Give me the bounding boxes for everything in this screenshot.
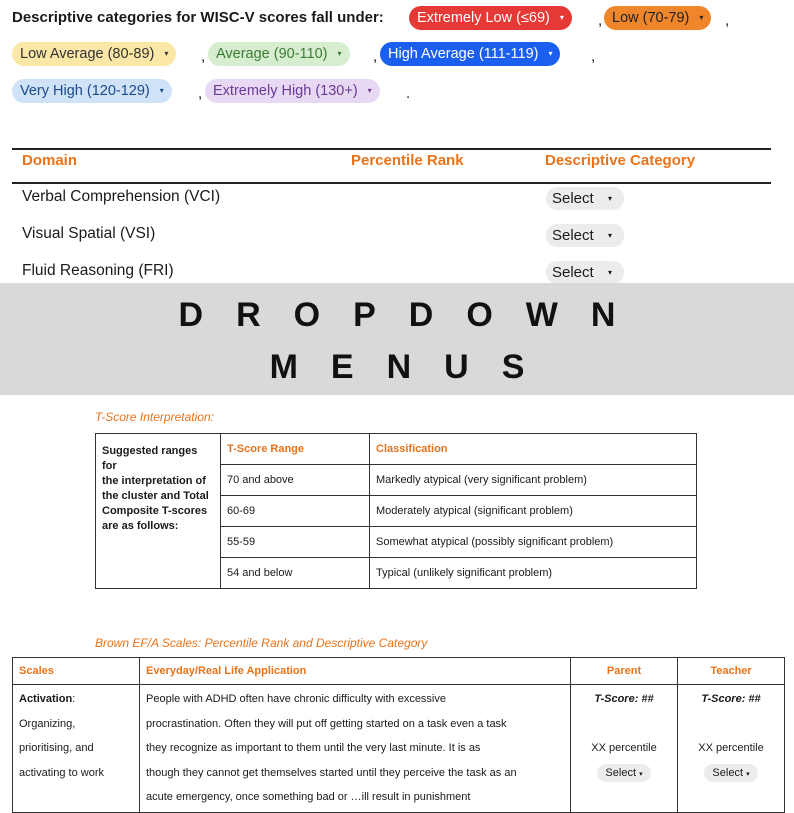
scale-name (19, 687, 133, 712)
teacher-tscore: T-Score: ## (701, 693, 761, 705)
banner-title-line1: DROPDOWN (178, 296, 649, 334)
caret-down-icon: ▾ (639, 770, 643, 778)
header-percentile-rank: Percentile Rank (351, 152, 464, 169)
comma: , (591, 48, 596, 65)
header-descriptive-category: Descriptive Category (545, 152, 696, 169)
header-teacher: Teacher (678, 658, 785, 685)
chip-label: Low Average (80-89) (20, 46, 155, 62)
select-dropdown-vsi[interactable] (546, 224, 624, 247)
brown-scales-table (12, 657, 785, 813)
application-line: they recognize as important to them until the very last minute. It is as (146, 742, 481, 754)
parent-select-dropdown[interactable] (597, 764, 650, 782)
lead-line: the interpretation of (102, 475, 206, 487)
caret-down-icon: ▾ (559, 13, 564, 22)
tscore-section-title: T-Score Interpretation: (95, 410, 214, 424)
caret-down-icon: ▾ (607, 268, 612, 277)
caret-down-icon: ▾ (607, 231, 612, 240)
caret-down-icon: ▾ (159, 86, 164, 95)
classification-cell: Moderately atypical (significant problem) (370, 496, 697, 527)
scale-line: activating to work (19, 766, 104, 779)
classification-cell: Somewhat atypical (possibly significant problem) (370, 527, 697, 558)
select-label: Select (712, 766, 743, 779)
caret-down-icon: ▾ (746, 770, 750, 778)
scale-line: Organizing, (19, 717, 76, 730)
select-label: Select (552, 190, 594, 207)
period: . (406, 85, 411, 102)
comma: , (598, 12, 603, 29)
chip-label: Very High (120-129) (20, 83, 150, 99)
domain-fri: Fluid Reasoning (FRI) (22, 262, 174, 279)
application-cell (140, 685, 571, 813)
caret-down-icon: ▾ (699, 13, 704, 22)
range-cell: 54 and below (221, 558, 370, 589)
chip-very-high[interactable] (12, 79, 172, 103)
chip-high-average[interactable] (380, 42, 560, 66)
caret-down-icon: ▾ (367, 86, 372, 95)
select-label: Select (552, 264, 594, 281)
comma: , (725, 12, 730, 29)
select-label: Select (552, 227, 594, 244)
chip-label: Low (70-79) (612, 10, 690, 26)
comma: , (373, 48, 378, 65)
application-line: though they cannot get themselves started until they perceive the task as an (146, 766, 517, 779)
header-application: Everyday/Real Life Application (140, 658, 571, 685)
classification-cell: Markedly atypical (very significant problem) (370, 465, 697, 496)
select-dropdown-vci[interactable] (546, 187, 624, 210)
application-line: acute emergency, once something bad or …ill result in punishment (146, 791, 471, 803)
scale-colon: : (72, 693, 76, 705)
scale-cell (13, 685, 140, 813)
caret-down-icon: ▾ (607, 194, 612, 203)
chip-label: High Average (111-119) (388, 46, 539, 62)
header-tscore-range: T-Score Range (221, 434, 370, 465)
chip-extremely-low[interactable] (409, 6, 572, 30)
range-cell: 55-59 (221, 527, 370, 558)
application-line: procrastination. Often they will put off getting started on a task even a task (146, 717, 507, 730)
caret-down-icon: ▾ (164, 49, 169, 58)
banner-title-line2: MENUS (269, 348, 558, 386)
scale-line: prioritising, and (19, 742, 94, 754)
application-line: People with ADHD often have chronic difficulty with excessive (146, 693, 446, 705)
comma: , (201, 48, 206, 65)
chip-low[interactable] (604, 6, 711, 30)
classification-cell: Typical (unlikely significant problem) (370, 558, 697, 589)
table-header-rule (12, 182, 771, 184)
spacer (684, 712, 778, 737)
domain-vci: Verbal Comprehension (VCI) (22, 188, 221, 205)
chip-label: Extremely Low (≤69) (417, 10, 550, 26)
lead-line: the cluster and Total (102, 490, 209, 502)
select-dropdown-fri[interactable] (546, 261, 624, 284)
teacher-percentile: XX percentile (698, 742, 764, 754)
lead-line: Suggested ranges for (102, 445, 198, 472)
caret-down-icon: ▾ (337, 49, 342, 58)
range-cell: 70 and above (221, 465, 370, 496)
header-parent: Parent (571, 658, 678, 685)
chip-average[interactable] (208, 42, 350, 66)
brown-section-title: Brown EF/A Scales: Percentile Rank and Descriptive Category (95, 636, 428, 650)
comma: , (198, 85, 203, 102)
teacher-select-dropdown[interactable] (704, 764, 757, 782)
range-cell: 60-69 (221, 496, 370, 527)
header-classification: Classification (370, 434, 697, 465)
lead-line: are as follows: (102, 520, 179, 532)
domain-vsi: Visual Spatial (VSI) (22, 225, 156, 242)
tscore-lead-cell (96, 434, 221, 589)
header-domain: Domain (22, 152, 78, 169)
scale-title: Activation (19, 693, 73, 705)
chip-low-average[interactable] (12, 42, 176, 66)
caret-down-icon: ▾ (548, 49, 553, 58)
parent-cell (571, 685, 678, 813)
teacher-cell (678, 685, 785, 813)
table-top-rule (12, 148, 771, 150)
parent-percentile: XX percentile (591, 742, 657, 754)
spacer (577, 712, 671, 737)
select-label: Select (605, 766, 636, 779)
chip-extremely-high[interactable] (205, 79, 380, 103)
teacher-select-wrap (684, 761, 778, 786)
chip-label: Extremely High (130+) (213, 83, 358, 99)
parent-tscore: T-Score: ## (594, 693, 654, 705)
tscore-table (95, 433, 697, 589)
wisc-intro-text: Descriptive categories for WISC-V scores fall under: (12, 9, 384, 26)
lead-line: Composite T-scores (102, 505, 208, 517)
header-scales: Scales (13, 658, 140, 685)
parent-select-wrap (577, 761, 671, 786)
chip-label: Average (90-110) (216, 46, 328, 62)
